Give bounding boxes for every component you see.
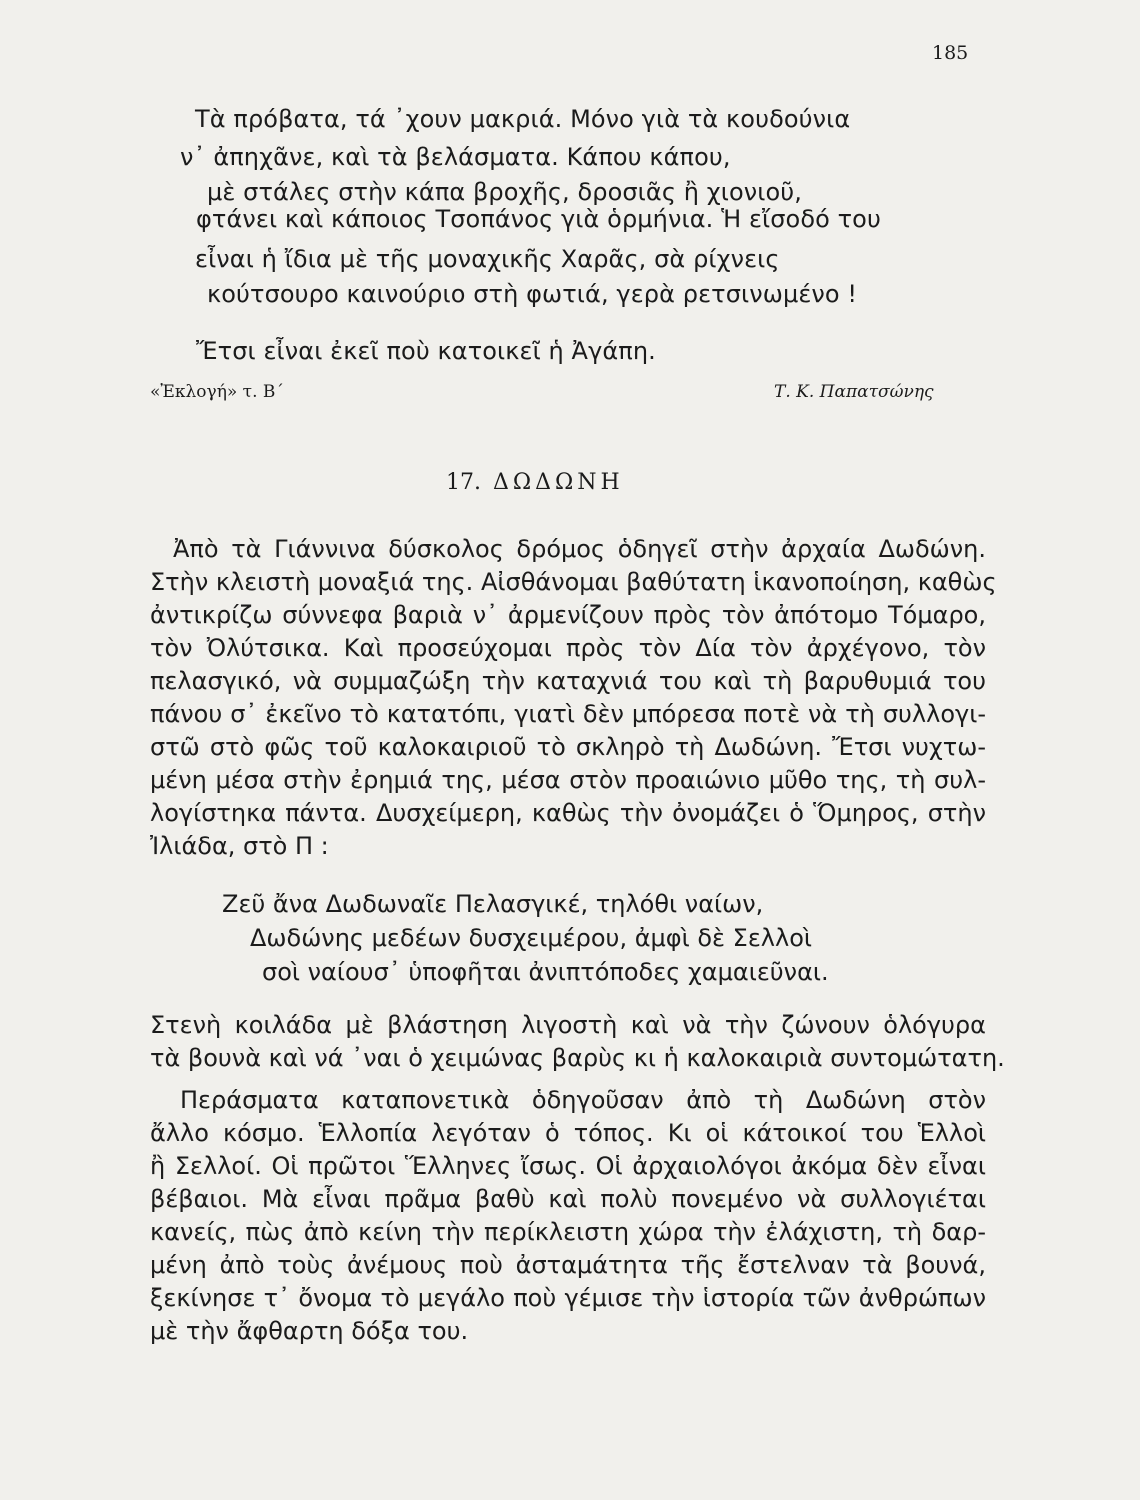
paragraph-line: μὲ τὴν ἄφθαρτη δόξα του. (150, 1317, 469, 1345)
poem-line: φτάνει καὶ κάποιος Τσοπάνος γιὰ ὁρμήνια. Ἡ εἴσοδό του (196, 205, 881, 233)
paragraph-line: πάνου σ᾽ ἐκεῖνο τὸ κατατόπι, γιατὶ δὲν μπόρεσα ποτὲ νὰ τὴ συλλογι- (150, 700, 986, 728)
section-number: 17. (446, 470, 481, 495)
paragraph-line: μένη μέσα στὴν ἐρημιά της, μέσα στὸν προαιώνιο μῦθο της, τὴ συλ- (150, 766, 986, 794)
paragraph-line: λογίστηκα πάντα. Δυσχείμερη, καθὼς τὴν ὀνομάζει ὁ Ὅμηρος, στὴν (150, 799, 986, 827)
paragraph-line: κανείς, πὼς ἀπὸ κείνη τὴν περίκλειστη χώρα τὴν ἐλάχιστη, τὴ δαρ- (150, 1218, 986, 1246)
section-title: ΔΩΔΩΝΗ (493, 470, 624, 495)
paragraph-line: Στενὴ κοιλάδα μὲ βλάστηση λιγοστὴ καὶ νὰ τὴν ζώνουν ὁλόγυρα (150, 1011, 986, 1039)
verse-line: σοὶ ναίουσ᾽ ὑποφῆται ἀνιπτόποδες χαμαιεῦναι. (262, 958, 829, 986)
page-number: 185 (932, 42, 969, 64)
paragraph-line: ἄλλο κόσμο. Ἑλλοπία λεγόταν ὁ τόπος. Κι οἱ κάτοικοί του Ἑλλοὶ (150, 1119, 986, 1147)
paragraph-line: μένη ἀπὸ τοὺς ἀνέμους ποὺ ἀσταμάτητα τῆς ἔστελναν τὰ βουνά, (150, 1251, 986, 1279)
poem-line: μὲ στάλες στὴν κάπα βροχῆς, δροσιᾶς ἢ χιονιοῦ, (207, 178, 802, 206)
source-author: Τ. Κ. Παπατσώνης (774, 382, 934, 402)
paragraph-line: Στὴν κλειστὴ μοναξιά της. Αἰσθάνομαι βαθύτατη ἱκανοποίηση, καθὼς (150, 568, 997, 596)
source-collection: «Ἐκλογή» τ. Β΄ (150, 382, 284, 402)
paragraph-line: στῶ στὸ φῶς τοῦ καλοκαιριοῦ τὸ σκληρὸ τὴ Δωδώνη. Ἔτσι νυχτω- (150, 733, 986, 761)
paragraph-line: πελασγικό, νὰ συμμαζώξη τὴν καταχνιά του καὶ τὴ βαρυθυμιά του (150, 667, 986, 695)
paragraph-line: ξεκίνησε τ᾽ ὄνομα τὸ μεγάλο ποὺ γέμισε τὴν ἱστορία τῶν ἀνθρώπων (150, 1284, 986, 1312)
poem-line: κούτσουρο καινούριο στὴ φωτιά, γερὰ ρετσινωμένο ! (207, 280, 858, 308)
paragraph-line: Ἀπὸ τὰ Γιάννινα δύσκολος δρόμος ὁδηγεῖ στὴν ἀρχαία Δωδώνη. (173, 535, 986, 563)
paragraph-line: τὸν Ὀλύτσικα. Καὶ προσεύχομαι πρὸς τὸν Δία τὸν ἀρχέγονο, τὸν (150, 634, 986, 662)
poem-line: ν᾽ ἀπηχᾶνε, καὶ τὰ βελάσματα. Κάπου κάπου, (180, 143, 731, 171)
poem-line: Ἔτσι εἶναι ἐκεῖ ποὺ κατοικεῖ ἡ Ἀγάπη. (196, 337, 656, 365)
verse-line: Δωδώνης μεδέων δυσχειμέρου, ἀμφὶ δὲ Σελλοὶ (250, 924, 813, 952)
paragraph-line: τὰ βουνὰ καὶ νά ᾽ναι ὁ χειμώνας βαρὺς κι ἡ καλοκαιριὰ συντομώτατη. (150, 1044, 1005, 1072)
poem-line: Τὰ πρόβατα, τά ᾽χουν μακριά. Μόνο γιὰ τὰ κουδούνια (195, 105, 851, 133)
section-heading (446, 470, 624, 495)
poem-line: εἶναι ἡ ἴδια μὲ τῆς μοναχικῆς Χαρᾶς, σὰ ρίχνεις (195, 245, 780, 273)
paragraph-line: βέβαιοι. Μὰ εἶναι πρᾶμα βαθὺ καὶ πολὺ πονεμένο νὰ συλλογιέται (150, 1185, 986, 1213)
paragraph-line: ἢ Σελλοί. Οἱ πρῶτοι Ἕλληνες ἴσως. Οἱ ἀρχαιολόγοι ἀκόμα δὲν εἶναι (150, 1152, 986, 1180)
paragraph-line: Περάσματα καταπονετικὰ ὁδηγοῦσαν ἀπὸ τὴ Δωδώνη στὸν (180, 1086, 986, 1114)
verse-line: Ζεῦ ἄνα Δωδωναῖε Πελασγικέ, τηλόθι ναίων, (222, 890, 764, 918)
paragraph-line: ἀντικρίζω σύννεφα βαριὰ ν᾽ ἀρμενίζουν πρὸς τὸν ἀπότομο Τόμαρο, (150, 601, 986, 629)
paragraph-line: Ἰλιάδα, στὸ Π : (150, 832, 329, 860)
